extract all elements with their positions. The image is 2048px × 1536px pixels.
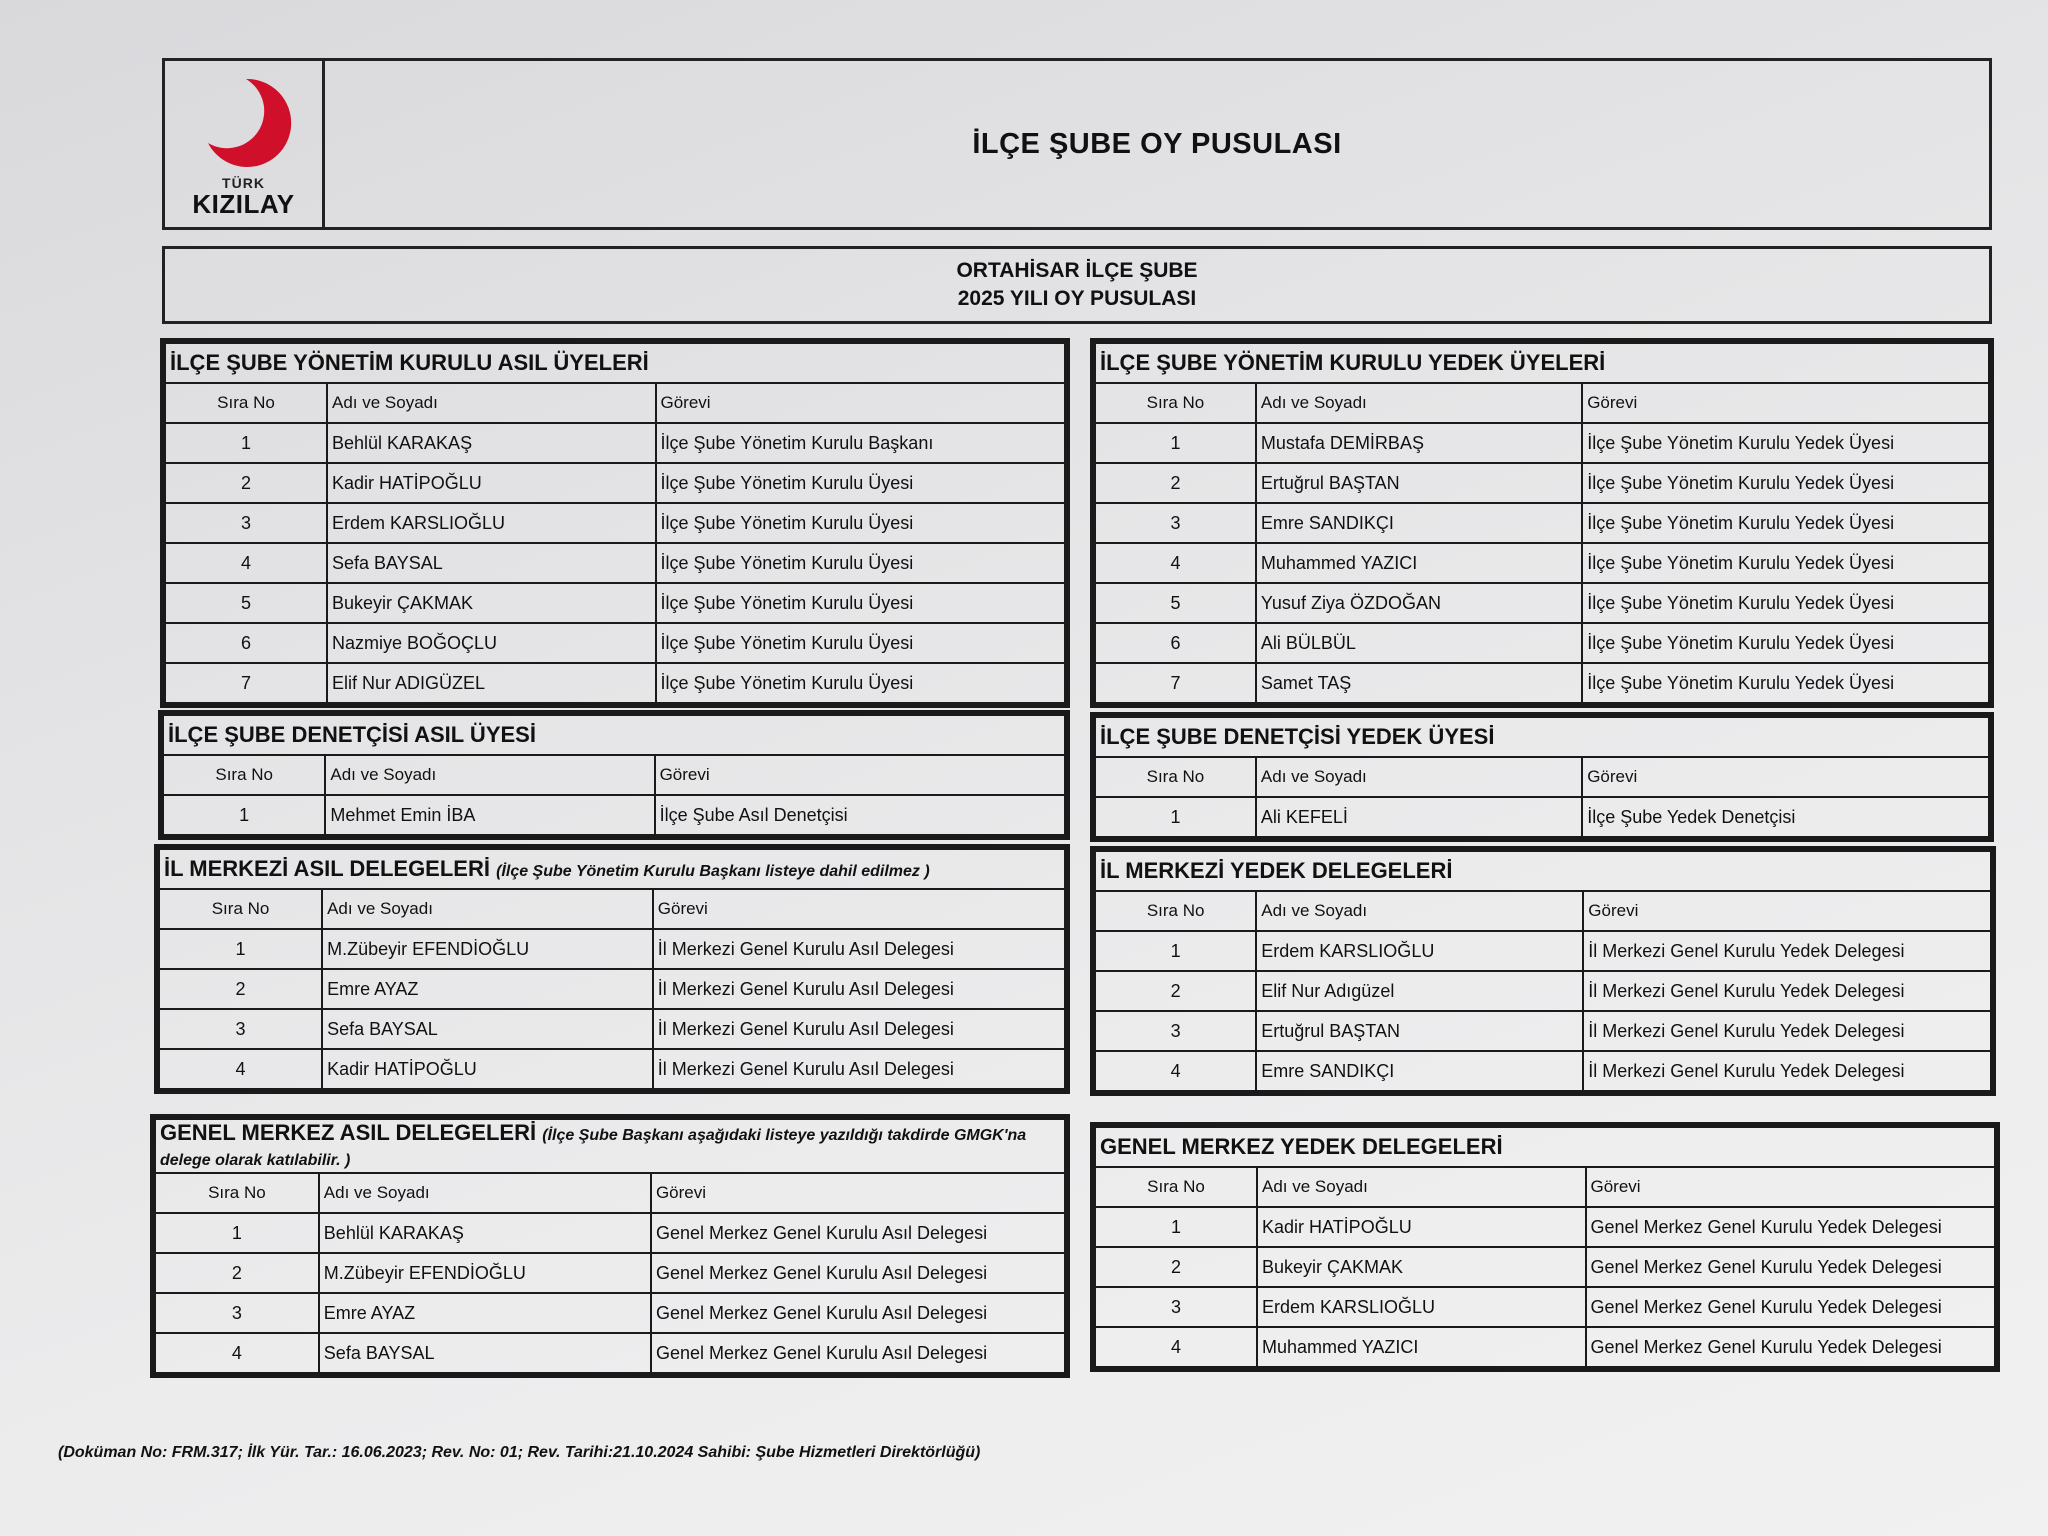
- row-name: M.Zübeyir EFENDİOĞLU: [319, 1253, 651, 1293]
- row-name: Mehmet Emin İBA: [325, 795, 654, 835]
- column-header-role: Görevi: [655, 755, 1065, 795]
- section-title-text: İL MERKEZİ ASIL DELEGELERİ: [164, 856, 490, 881]
- row-name: Ali KEFELİ: [1256, 797, 1582, 837]
- section-title-text: İLÇE ŞUBE DENETÇİSİ ASIL ÜYESİ: [168, 722, 536, 747]
- column-header-name: Adı ve Soyadı: [319, 1173, 651, 1213]
- table-row: [159, 929, 1065, 969]
- logo-text-small: TÜRK: [222, 175, 265, 191]
- row-role: İl Merkezi Genel Kurulu Yedek Delegesi: [1583, 971, 1991, 1011]
- row-role: İl Merkezi Genel Kurulu Yedek Delegesi: [1583, 1011, 1991, 1051]
- column-header-sira: Sıra No: [1095, 757, 1256, 797]
- section-gm-yedek: [1090, 1122, 2000, 1372]
- column-header-sira: Sıra No: [1095, 891, 1256, 931]
- section-title-text: İLÇE ŞUBE YÖNETİM KURULU ASIL ÜYELERİ: [170, 350, 649, 375]
- row-number: 3: [1095, 503, 1256, 543]
- row-name: Samet TAŞ: [1256, 663, 1582, 703]
- section-table: [164, 342, 1066, 704]
- row-number: 3: [1095, 1011, 1256, 1051]
- row-number: 6: [165, 623, 327, 663]
- row-number: 4: [165, 543, 327, 583]
- row-name: Mustafa DEMİRBAŞ: [1256, 423, 1582, 463]
- row-number: 3: [1095, 1287, 1257, 1327]
- row-name: Kadir HATİPOĞLU: [1257, 1207, 1586, 1247]
- section-title: [163, 715, 1065, 755]
- table-row: [1095, 797, 1989, 837]
- table-row: [1095, 1327, 1995, 1367]
- subheader-box: [162, 246, 1992, 324]
- row-number: 2: [165, 463, 327, 503]
- column-header-name: Adı ve Soyadı: [1257, 1167, 1586, 1207]
- column-header-role: Görevi: [1582, 757, 1989, 797]
- row-name: Ertuğrul BAŞTAN: [1256, 1011, 1583, 1051]
- table-row: [1095, 1051, 1991, 1091]
- row-name: Emre AYAZ: [322, 969, 653, 1009]
- row-name: Elif Nur ADIGÜZEL: [327, 663, 656, 703]
- column-header-role: Görevi: [653, 889, 1065, 929]
- row-role: Genel Merkez Genel Kurulu Asıl Delegesi: [651, 1333, 1065, 1373]
- row-role: İlçe Şube Yönetim Kurulu Yedek Üyesi: [1582, 463, 1989, 503]
- row-name: Erdem KARSLIOĞLU: [327, 503, 656, 543]
- table-row: [155, 1253, 1065, 1293]
- section-yk-asil: [160, 338, 1070, 708]
- column-header-role: Görevi: [1586, 1167, 1996, 1207]
- row-role: İl Merkezi Genel Kurulu Asıl Delegesi: [653, 929, 1065, 969]
- row-number: 3: [165, 503, 327, 543]
- section-title-text: GENEL MERKEZ ASIL DELEGELERİ: [160, 1120, 537, 1145]
- row-number: 6: [1095, 623, 1256, 663]
- row-name: Emre SANDIKÇI: [1256, 1051, 1583, 1091]
- row-role: İl Merkezi Genel Kurulu Asıl Delegesi: [653, 1049, 1065, 1089]
- column-header-role: Görevi: [656, 383, 1066, 423]
- row-name: Erdem KARSLIOĞLU: [1256, 931, 1583, 971]
- section-table: [162, 714, 1066, 836]
- table-row: [165, 623, 1065, 663]
- row-number: 7: [165, 663, 327, 703]
- column-header-row: [1095, 383, 1989, 423]
- section-title-text: GENEL MERKEZ YEDEK DELEGELERİ: [1100, 1134, 1503, 1159]
- row-name: Behlül KARAKAŞ: [327, 423, 656, 463]
- column-header-name: Adı ve Soyadı: [327, 383, 656, 423]
- row-number: 7: [1095, 663, 1256, 703]
- column-header-sira: Sıra No: [165, 383, 327, 423]
- row-role: İlçe Şube Yönetim Kurulu Üyesi: [656, 463, 1066, 503]
- subheader-line-2: 2025 YILI OY PUSULASI: [957, 287, 1197, 310]
- table-row: [1095, 971, 1991, 1011]
- crescent-icon: [194, 71, 294, 171]
- section-title-text: İLÇE ŞUBE YÖNETİM KURULU YEDEK ÜYELERİ: [1100, 350, 1606, 375]
- row-name: Sefa BAYSAL: [327, 543, 656, 583]
- row-name: Sefa BAYSAL: [319, 1333, 651, 1373]
- table-row: [1095, 463, 1989, 503]
- row-name: Behlül KARAKAŞ: [319, 1213, 651, 1253]
- row-number: 1: [1095, 423, 1256, 463]
- section-table: [1094, 716, 1990, 838]
- row-number: 2: [1095, 971, 1256, 1011]
- column-header-sira: Sıra No: [163, 755, 325, 795]
- table-row: [163, 795, 1065, 835]
- row-name: Emre SANDIKÇI: [1256, 503, 1582, 543]
- row-role: İlçe Şube Yönetim Kurulu Yedek Üyesi: [1582, 663, 1989, 703]
- row-number: 3: [159, 1009, 322, 1049]
- row-name: Ali BÜLBÜL: [1256, 623, 1582, 663]
- table-row: [1095, 931, 1991, 971]
- row-name: Ertuğrul BAŞTAN: [1256, 463, 1582, 503]
- row-name: Kadir HATİPOĞLU: [322, 1049, 653, 1089]
- row-name: Muhammed YAZICI: [1256, 543, 1582, 583]
- section-title: [1095, 1127, 1995, 1167]
- row-name: Bukeyir ÇAKMAK: [327, 583, 656, 623]
- column-header-role: Görevi: [651, 1173, 1065, 1213]
- row-role: Genel Merkez Genel Kurulu Asıl Delegesi: [651, 1253, 1065, 1293]
- section-title: [1095, 851, 1991, 891]
- row-name: Elif Nur Adıgüzel: [1256, 971, 1583, 1011]
- row-role: İlçe Şube Yönetim Kurulu Üyesi: [656, 583, 1066, 623]
- logo-text-big: KIZILAY: [192, 189, 295, 219]
- section-note: (İlçe Şube Yönetim Kurulu Başkanı listeye dahil edilmez ): [496, 863, 930, 880]
- row-role: İlçe Şube Yönetim Kurulu Yedek Üyesi: [1582, 543, 1989, 583]
- row-name: Erdem KARSLIOĞLU: [1257, 1287, 1586, 1327]
- row-role: İlçe Şube Yönetim Kurulu Yedek Üyesi: [1582, 423, 1989, 463]
- table-row: [159, 969, 1065, 1009]
- table-row: [155, 1213, 1065, 1253]
- row-role: İl Merkezi Genel Kurulu Asıl Delegesi: [653, 1009, 1065, 1049]
- table-row: [1095, 1287, 1995, 1327]
- table-row: [1095, 1207, 1995, 1247]
- row-number: 2: [159, 969, 322, 1009]
- table-row: [1095, 423, 1989, 463]
- section-table: [154, 1118, 1066, 1374]
- row-role: Genel Merkez Genel Kurulu Asıl Delegesi: [651, 1293, 1065, 1333]
- table-row: [1095, 663, 1989, 703]
- section-title: [159, 849, 1065, 889]
- row-number: 2: [1095, 1247, 1257, 1287]
- row-number: 2: [155, 1253, 319, 1293]
- row-role: Genel Merkez Genel Kurulu Yedek Delegesi: [1586, 1287, 1996, 1327]
- section-il-asil: [154, 844, 1070, 1094]
- header-box: [162, 58, 1992, 230]
- table-row: [155, 1293, 1065, 1333]
- row-name: Kadir HATİPOĞLU: [327, 463, 656, 503]
- section-table: [1094, 342, 1990, 704]
- column-header-role: Görevi: [1582, 383, 1989, 423]
- section-den-yedek: [1090, 712, 1994, 842]
- table-row: [1095, 1247, 1995, 1287]
- row-role: İlçe Şube Yönetim Kurulu Başkanı: [656, 423, 1066, 463]
- row-role: Genel Merkez Genel Kurulu Yedek Delegesi: [1586, 1247, 1996, 1287]
- table-row: [165, 543, 1065, 583]
- section-title: [1095, 717, 1989, 757]
- row-role: İl Merkezi Genel Kurulu Asıl Delegesi: [653, 969, 1065, 1009]
- column-header-name: Adı ve Soyadı: [1256, 383, 1582, 423]
- section-table: [1094, 1126, 1996, 1368]
- row-number: 1: [1095, 931, 1256, 971]
- subheader-line-1: ORTAHİSAR İLÇE ŞUBE: [956, 259, 1198, 282]
- row-role: Genel Merkez Genel Kurulu Asıl Delegesi: [651, 1213, 1065, 1253]
- row-number: 2: [1095, 463, 1256, 503]
- table-row: [165, 463, 1065, 503]
- column-header-name: Adı ve Soyadı: [1256, 891, 1583, 931]
- row-role: İl Merkezi Genel Kurulu Yedek Delegesi: [1583, 1051, 1991, 1091]
- column-header-row: [1095, 891, 1991, 931]
- row-role: İlçe Şube Yönetim Kurulu Üyesi: [656, 663, 1066, 703]
- row-name: Emre AYAZ: [319, 1293, 651, 1333]
- row-number: 4: [159, 1049, 322, 1089]
- row-name: M.Zübeyir EFENDİOĞLU: [322, 929, 653, 969]
- table-row: [165, 583, 1065, 623]
- column-header-row: [1095, 1167, 1995, 1207]
- row-number: 4: [1095, 543, 1256, 583]
- row-number: 5: [165, 583, 327, 623]
- section-title: [165, 343, 1065, 383]
- row-role: Genel Merkez Genel Kurulu Yedek Delegesi: [1586, 1327, 1996, 1367]
- table-row: [155, 1333, 1065, 1373]
- row-role: İlçe Şube Asıl Denetçisi: [655, 795, 1065, 835]
- column-header-sira: Sıra No: [1095, 383, 1256, 423]
- column-header-name: Adı ve Soyadı: [325, 755, 654, 795]
- row-number: 1: [155, 1213, 319, 1253]
- row-role: İlçe Şube Yönetim Kurulu Yedek Üyesi: [1582, 583, 1989, 623]
- row-number: 1: [159, 929, 322, 969]
- row-name: Bukeyir ÇAKMAK: [1257, 1247, 1586, 1287]
- section-il-yedek: [1090, 846, 1996, 1096]
- logo: [165, 61, 325, 227]
- row-number: 4: [1095, 1327, 1257, 1367]
- section-title-text: İLÇE ŞUBE DENETÇİSİ YEDEK ÜYESİ: [1100, 724, 1495, 749]
- table-row: [165, 663, 1065, 703]
- row-role: İl Merkezi Genel Kurulu Yedek Delegesi: [1583, 931, 1991, 971]
- row-name: Yusuf Ziya ÖZDOĞAN: [1256, 583, 1582, 623]
- section-yk-yedek: [1090, 338, 1994, 708]
- column-header-row: [1095, 757, 1989, 797]
- row-number: 1: [163, 795, 325, 835]
- row-number: 5: [1095, 583, 1256, 623]
- row-number: 4: [155, 1333, 319, 1373]
- row-number: 3: [155, 1293, 319, 1333]
- row-name: Muhammed YAZICI: [1257, 1327, 1586, 1367]
- table-row: [1095, 503, 1989, 543]
- row-name: Nazmiye BOĞOÇLU: [327, 623, 656, 663]
- section-title: [155, 1119, 1065, 1173]
- section-table: [1094, 850, 1992, 1092]
- row-role: İlçe Şube Yönetim Kurulu Üyesi: [656, 503, 1066, 543]
- section-table: [158, 848, 1066, 1090]
- row-number: 1: [1095, 1207, 1257, 1247]
- table-row: [165, 503, 1065, 543]
- section-den-asil: [158, 710, 1070, 840]
- table-row: [165, 423, 1065, 463]
- row-role: İlçe Şube Yönetim Kurulu Üyesi: [656, 543, 1066, 583]
- table-row: [1095, 1011, 1991, 1051]
- row-role: İlçe Şube Yönetim Kurulu Yedek Üyesi: [1582, 623, 1989, 663]
- column-header-row: [163, 755, 1065, 795]
- row-number: 4: [1095, 1051, 1256, 1091]
- page-title: İLÇE ŞUBE OY PUSULASI: [972, 127, 1342, 160]
- row-role: İlçe Şube Yönetim Kurulu Yedek Üyesi: [1582, 503, 1989, 543]
- column-header-sira: Sıra No: [155, 1173, 319, 1213]
- section-title: [1095, 343, 1989, 383]
- column-header-sira: Sıra No: [159, 889, 322, 929]
- table-row: [1095, 623, 1989, 663]
- row-role: İlçe Şube Yedek Denetçisi: [1582, 797, 1989, 837]
- section-note: (İlçe Şube Başkanı aşağıdaki listeye yazıldığı takdirde GMGK'na delege olarak katılabilir. ): [160, 1127, 1027, 1169]
- section-title-text: İL MERKEZİ YEDEK DELEGELERİ: [1100, 858, 1453, 883]
- row-role: Genel Merkez Genel Kurulu Yedek Delegesi: [1586, 1207, 1996, 1247]
- ballot-document: [150, 58, 2000, 1458]
- footer-doc-info: (Doküman No: FRM.317; İlk Yür. Tar.: 16.06.2023; Rev. No: 01; Rev. Tarihi:21.10.2024 Sahibi: Şube Hizmetleri Direktörlüğü): [58, 1444, 981, 1461]
- column-header-row: [159, 889, 1065, 929]
- table-row: [159, 1049, 1065, 1089]
- row-name: Sefa BAYSAL: [322, 1009, 653, 1049]
- column-header-name: Adı ve Soyadı: [1256, 757, 1582, 797]
- column-header-row: [155, 1173, 1065, 1213]
- column-header-role: Görevi: [1583, 891, 1991, 931]
- table-row: [1095, 583, 1989, 623]
- row-role: İlçe Şube Yönetim Kurulu Üyesi: [656, 623, 1066, 663]
- column-header-name: Adı ve Soyadı: [322, 889, 653, 929]
- column-header-sira: Sıra No: [1095, 1167, 1257, 1207]
- table-row: [159, 1009, 1065, 1049]
- column-header-row: [165, 383, 1065, 423]
- row-number: 1: [165, 423, 327, 463]
- row-number: 1: [1095, 797, 1256, 837]
- section-gm-asil: [150, 1114, 1070, 1378]
- table-row: [1095, 543, 1989, 583]
